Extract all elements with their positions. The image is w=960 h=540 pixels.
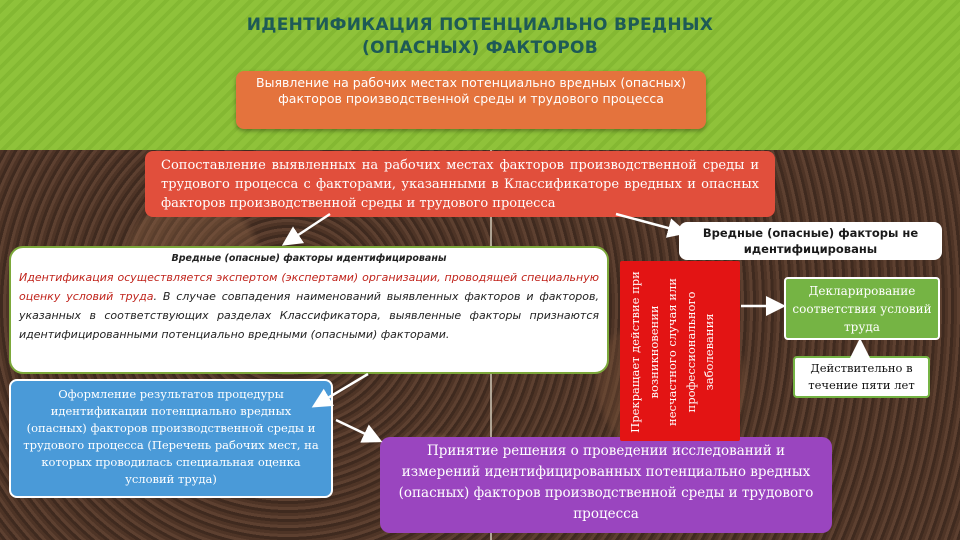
- page-title-line-1: ИДЕНТИФИКАЦИЯ ПОТЕНЦИАЛЬНО ВРЕДНЫХ: [246, 15, 714, 35]
- termination-condition-text: Прекращает действие при возникновении несчастного случая или профессионального заболевания: [628, 271, 716, 433]
- coincidence-text: . В случае совпадения наименований выявленных факторов и факторов, указанных в соответствующих разделах Классификатора, выявленные факторы признаются идентифицированными потенциально вредными (опасными) факторами.: [19, 290, 599, 341]
- compare-with-classifier-box: Сопоставление выявленных на рабочих местах факторов производственной среды и трудового процесса с факторами, указанными в Классификаторе вредных и опасных факторов производственной среды и трудового процесса: [145, 151, 775, 217]
- declaration-box: Декларирование соответствия условий труда: [784, 277, 940, 340]
- termination-condition-box: [620, 261, 740, 441]
- identify-factors-box: Выявление на рабочих местах потенциально вредных (опасных) факторов производственной среды и трудового процесса: [236, 71, 706, 129]
- factors-not-identified-box: Вредные (опасные) факторы не идентифицированы: [679, 222, 942, 260]
- measurement-decision-box: Принятие решения о проведении исследований и измерений идентифицированных потенциально вредных (опасных) факторов производственной среды и трудового процесса: [380, 437, 832, 533]
- results-registration-box: Оформление результатов процедуры идентификации потенциально вредных (опасных) факторов производственной среды и трудового процесса (Перечень рабочих мест, на которых проводилась специальная оценка условий труда): [9, 379, 333, 498]
- page-title-line-2: (ОПАСНЫХ) ФАКТОРОВ: [362, 38, 598, 58]
- expert-identification-text: Идентификация осуществляется экспертом (экспертами) организации, проводящей специальную оценку условий труда: [19, 271, 599, 303]
- validity-box: Действительно в течение пяти лет: [793, 356, 930, 398]
- factors-identified-box: [9, 246, 609, 374]
- page-title: [150, 14, 810, 60]
- factors-identified-header: Вредные (опасные) факторы идентифицированы: [171, 253, 447, 264]
- factors-identified-text: [19, 268, 599, 344]
